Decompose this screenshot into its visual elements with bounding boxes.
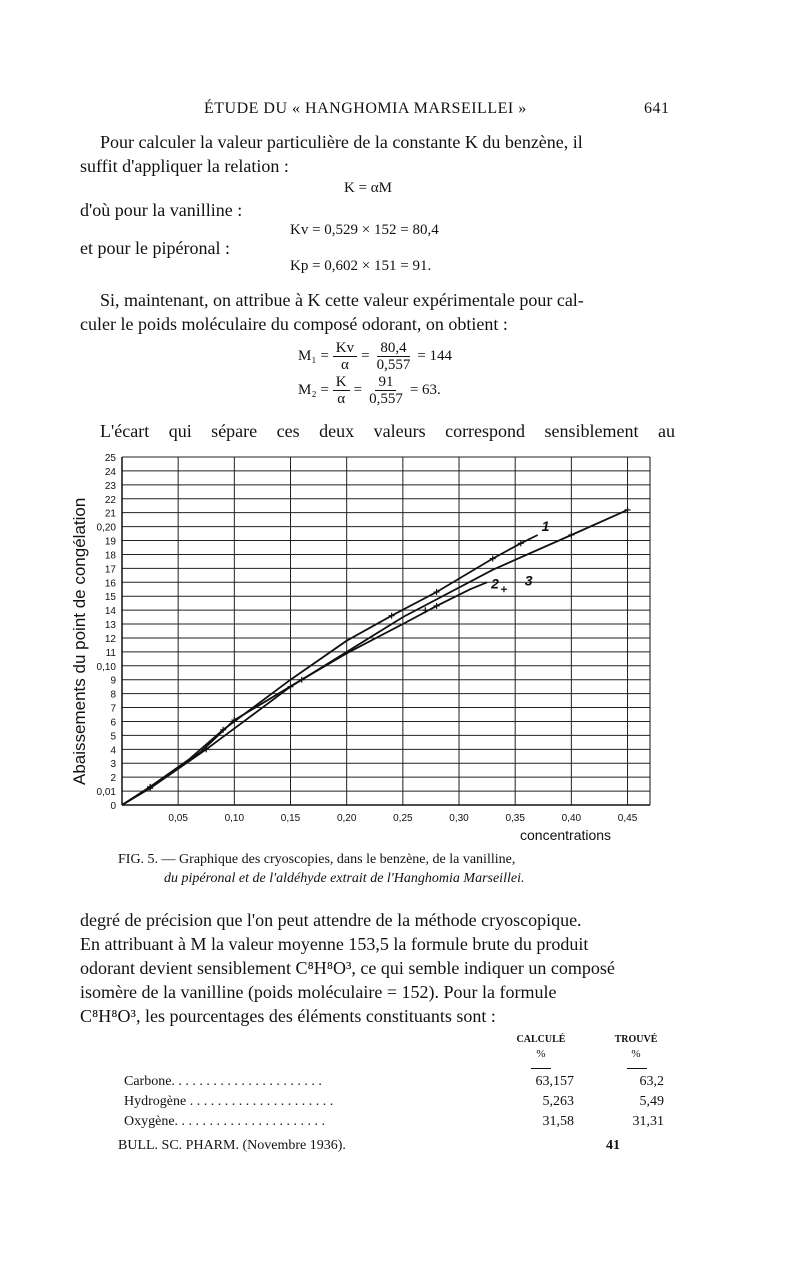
- m2-fraction: [333, 374, 350, 407]
- chart-series: [122, 507, 631, 805]
- y-tick-label: 0,01: [96, 787, 116, 799]
- x-tick-label: 0,05: [168, 813, 188, 824]
- vanilline-equation: Kv = 0,529 × 152 = 80,4: [290, 222, 439, 238]
- piperonal-equation: Kp = 0,602 × 151 = 91.: [290, 258, 432, 274]
- series-label: 2: [491, 575, 499, 592]
- y-tick-label: 3: [110, 759, 116, 771]
- y-tick-label: 5: [110, 731, 116, 743]
- row-element: Hydrogène . . . . . . . . . . . . . . . . . . . . .: [124, 1094, 334, 1109]
- y-tick-label: 6: [110, 717, 116, 729]
- row-trouve: 5,49: [639, 1094, 664, 1109]
- m1-eq-sign: =: [361, 348, 370, 364]
- y-tick-label: 18: [104, 550, 116, 562]
- col-calcule-unit: %: [536, 1048, 546, 1060]
- col-trouve-unit: %: [631, 1048, 641, 1060]
- m1-num: Kv: [333, 340, 357, 357]
- y-tick-label: 8: [110, 689, 116, 701]
- para4-line-2: En attribuant à M la valeur moyenne 153,5 la formule brute du produit: [80, 934, 589, 954]
- journal-reference: BULL. SC. PHARM. (Novembre 1936).: [118, 1138, 346, 1153]
- y-tick-label: 2: [110, 773, 116, 785]
- row-trouve: 63,2: [639, 1074, 664, 1089]
- x-tick-label: 0,30: [449, 813, 469, 824]
- x-tick-label: 0,35: [505, 813, 525, 824]
- series-label: 3: [524, 572, 533, 589]
- m2-num2: 91: [375, 374, 396, 391]
- x-tick-label: 0,45: [617, 813, 638, 824]
- footer-number: 41: [606, 1138, 620, 1153]
- col-trouve-header: TROUVÉ: [614, 1034, 658, 1045]
- x-tick-label: 0,40: [561, 813, 582, 824]
- row-trouve: 31,31: [632, 1114, 664, 1129]
- row-element: Oxygène. . . . . . . . . . . . . . . . . . . . . .: [124, 1114, 326, 1129]
- y-tick-label: 24: [104, 466, 116, 478]
- m1-den2: 0,557: [376, 357, 411, 373]
- row-calcule: 63,157: [535, 1074, 574, 1089]
- m1-result: = 144: [417, 348, 453, 364]
- page-number: 641: [644, 100, 670, 117]
- table-row: [124, 1074, 684, 1094]
- m1-lhs: M₁ =: [298, 348, 329, 364]
- y-tick-label: 4: [110, 745, 116, 757]
- y-tick-labels: [97, 453, 117, 812]
- y-tick-label: 0,10: [96, 661, 116, 673]
- y-tick-label: 13: [104, 620, 116, 632]
- para2-line-1: Si, maintenant, on attribue à K cette valeur expérimentale pour cal-: [100, 290, 584, 310]
- para3-line-1: L'écart qui sépare ces deux valeurs correspond sensiblement au: [100, 421, 675, 441]
- y-tick-label: 25: [104, 453, 116, 464]
- m2-den: α: [337, 391, 346, 407]
- formula-m2: [298, 374, 441, 407]
- composition-table: [124, 1034, 684, 1144]
- y-tick-label: 0,20: [96, 522, 116, 534]
- m1-fraction: [333, 340, 357, 373]
- formula-m1: [298, 340, 452, 373]
- y-tick-label: 16: [104, 578, 116, 590]
- m2-num: K: [333, 374, 350, 391]
- x-tick-label: 0,10: [224, 813, 245, 824]
- y-tick-label: 21: [104, 508, 116, 520]
- col-calcule-header: CALCULÉ: [516, 1034, 566, 1045]
- para2-line-2: culer le poids moléculaire du composé odorant, on obtient :: [80, 314, 508, 334]
- x-tick-label: 0,15: [280, 813, 301, 824]
- y-tick-label: 19: [104, 536, 116, 548]
- x-tick-label: 0,20: [336, 813, 357, 824]
- para4-line-1: degré de précision que l'on peut attendre de la méthode cryoscopique.: [80, 910, 582, 930]
- table-row: [124, 1094, 684, 1114]
- para4-line-4: isomère de la vanilline (poids moléculaire = 152). Pour la formule: [80, 982, 557, 1002]
- m1-den: α: [341, 357, 349, 373]
- y-tick-label: 9: [110, 675, 116, 687]
- m2-fraction-values: [366, 374, 406, 407]
- intro-line-1: Pour calculer la valeur particulière de la constante K du benzène, il: [100, 132, 583, 152]
- running-title: ÉTUDE DU « HANGHOMIA MARSEILLEI »: [204, 100, 527, 117]
- piperonal-label: et pour le pipéronal :: [80, 238, 230, 258]
- x-axis-label: concentrations: [520, 827, 612, 843]
- m1-num2: 80,4: [377, 340, 409, 357]
- row-calcule: 5,263: [542, 1094, 574, 1109]
- m2-den2: 0,557: [369, 391, 403, 407]
- figure-caption-line-2: du pipéronal et de l'aldéhyde extrait de l'Hanghomia Marseillei.: [164, 871, 525, 886]
- x-tick-label: 0,25: [393, 813, 413, 824]
- m2-lhs: M₂ =: [298, 382, 329, 398]
- col-trouve-rule: [627, 1068, 647, 1069]
- y-tick-label: 15: [104, 592, 116, 604]
- cryoscopy-chart: [60, 445, 660, 845]
- relation-equation: K = αM: [344, 180, 392, 196]
- row-calcule: 31,58: [542, 1114, 574, 1129]
- data-point: [568, 532, 574, 538]
- vanilline-label: d'où pour la vanilline :: [80, 200, 243, 220]
- para4-line-3: odorant devient sensiblement C⁸H⁸O³, ce qui semble indiquer un composé: [80, 958, 615, 978]
- m2-result: = 63.: [409, 382, 441, 398]
- y-tick-label: 7: [110, 703, 116, 715]
- y-tick-label: 17: [104, 564, 116, 576]
- figure-caption-line-1: FIG. 5. — Graphique des cryoscopies, dans le benzène, de la vanilline,: [118, 852, 516, 867]
- m2-eq-sign: =: [353, 382, 363, 398]
- data-point: [501, 586, 507, 592]
- para4-line-5: C⁸H⁸O³, les pourcentages des éléments constituants sont :: [80, 1006, 496, 1026]
- series-label: 1: [541, 517, 550, 534]
- y-tick-label: 22: [104, 494, 116, 506]
- row-element: Carbone. . . . . . . . . . . . . . . . . . . . . .: [124, 1074, 322, 1089]
- table-row: [124, 1114, 684, 1134]
- y-tick-label: 11: [105, 647, 116, 659]
- m1-fraction-values: [374, 340, 414, 373]
- y-tick-label: 23: [104, 480, 116, 492]
- y-axis-label: Abaissements du point de congélation: [70, 497, 89, 785]
- col-calcule-rule: [531, 1068, 551, 1069]
- y-tick-label: 14: [104, 606, 116, 618]
- x-tick-labels: [168, 813, 637, 824]
- y-tick-label: 0: [110, 801, 116, 812]
- data-point: [625, 507, 631, 513]
- intro-line-2: suffit d'appliquer la relation :: [80, 156, 289, 176]
- y-tick-label: 12: [104, 633, 116, 645]
